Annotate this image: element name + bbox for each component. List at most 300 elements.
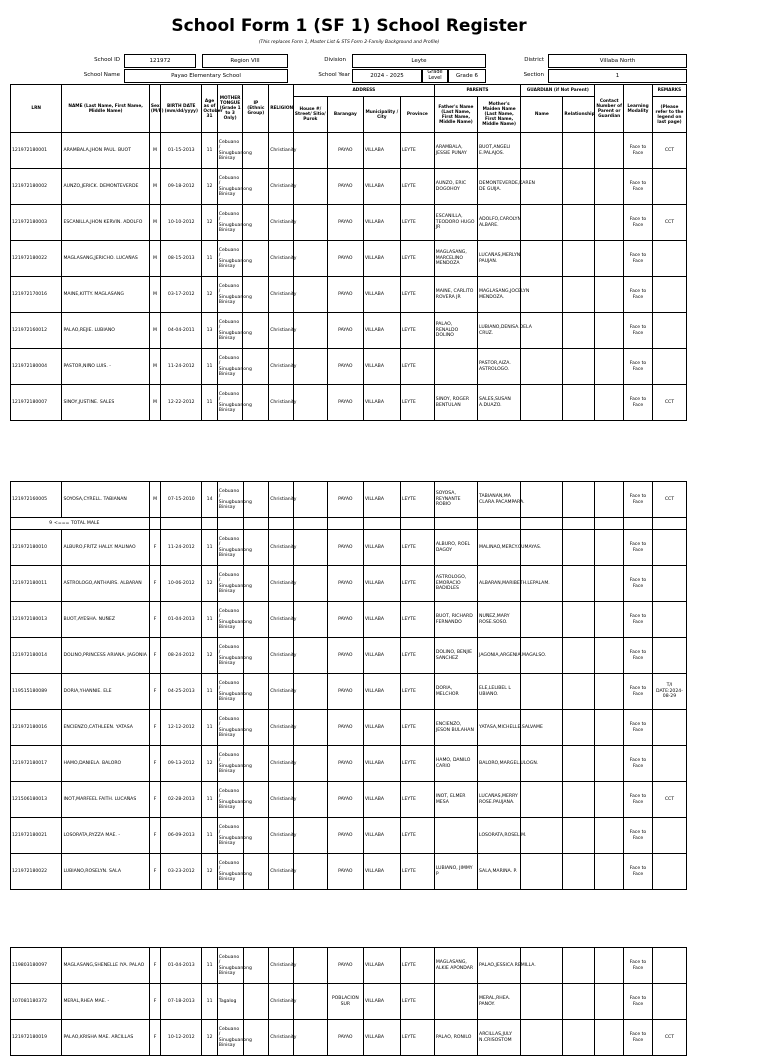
empty-cell bbox=[595, 746, 624, 782]
school-year-value: 2024 - 2025 bbox=[352, 69, 422, 83]
learning-modality-cell: Face to Face bbox=[624, 169, 653, 205]
birth-date-cell: 11-24-2012 bbox=[161, 349, 202, 385]
empty-cell bbox=[521, 385, 563, 421]
header-lrn: LRN bbox=[11, 85, 62, 133]
municipality-cell: VILLABA bbox=[363, 277, 400, 313]
sex-cell: F bbox=[149, 818, 160, 854]
empty-cell bbox=[269, 518, 294, 530]
remarks-cell: CCT bbox=[652, 482, 686, 518]
empty-cell bbox=[521, 482, 563, 518]
barangay-cell: PAYAO bbox=[327, 1020, 363, 1056]
learning-modality-cell: Face to Face bbox=[624, 313, 653, 349]
learner-name-cell: ENCIENZO,CATHLEEN. YATASA bbox=[62, 710, 149, 746]
province-cell: LEYTE bbox=[400, 169, 434, 205]
mother-name-cell: ELE,LELIBEL L UBIANO. bbox=[478, 674, 521, 710]
header-ip: IP (Ethnic Group) bbox=[243, 85, 269, 133]
sex-cell: M bbox=[149, 349, 160, 385]
lrn-cell: 121972180003 bbox=[11, 205, 62, 241]
total-male-cell bbox=[11, 518, 150, 530]
religion-cell: Christianity bbox=[269, 984, 294, 1020]
register-table-block-3 bbox=[10, 947, 687, 1056]
section-label: Section bbox=[523, 72, 544, 78]
lrn-cell: 121972180002 bbox=[11, 169, 62, 205]
birth-date-cell: 01-15-2013 bbox=[161, 133, 202, 169]
mother-name-cell: JAGONIA,ARGENIA.MAGALSO. bbox=[478, 638, 521, 674]
header-religion: RELIGION bbox=[269, 85, 294, 133]
lrn-cell: 121972180013 bbox=[11, 602, 62, 638]
sex-cell: M bbox=[149, 169, 160, 205]
page-subtitle: (This replaces Form 1, Master List & STS Form 2-Family Background and Profile) bbox=[258, 40, 440, 45]
learner-name-cell: SOYOSA,CYRELL. TABIANAN bbox=[62, 482, 149, 518]
empty-cell bbox=[293, 169, 327, 205]
mother-name-cell: BALORO,MARGEL.ULOGN. bbox=[478, 746, 521, 782]
father-name-cell: DORIA, MELCHOR bbox=[434, 674, 477, 710]
table-row bbox=[11, 710, 687, 746]
province-cell: LEYTE bbox=[400, 1020, 434, 1056]
header-house: House #/ Street/ Sitio/ Purok bbox=[293, 97, 327, 133]
sex-cell: F bbox=[149, 674, 160, 710]
province-cell: LEYTE bbox=[400, 241, 434, 277]
mother-tongue-cell: Cebuano / Sinugbuanong Binisay bbox=[217, 566, 243, 602]
empty-cell bbox=[521, 518, 563, 530]
father-name-cell: BUOT, RICHARD FERNANDO bbox=[434, 602, 477, 638]
province-cell: LEYTE bbox=[400, 854, 434, 890]
remarks-cell bbox=[652, 710, 686, 746]
register-table-block-2 bbox=[10, 481, 687, 890]
barangay-cell: PAYAO bbox=[327, 277, 363, 313]
district-label: District bbox=[524, 57, 544, 63]
mother-name-cell: ALBARAN,MARIBETH.LEPALAM. bbox=[478, 566, 521, 602]
empty-cell bbox=[149, 518, 160, 530]
learning-modality-cell: Face to Face bbox=[624, 385, 653, 421]
birth-date-cell: 01-04-2013 bbox=[161, 948, 202, 984]
province-cell: LEYTE bbox=[400, 782, 434, 818]
learning-modality-cell: Face to Face bbox=[624, 566, 653, 602]
empty-cell bbox=[521, 782, 563, 818]
empty-cell bbox=[595, 133, 624, 169]
father-name-cell bbox=[434, 818, 477, 854]
district-value: Villaba North bbox=[548, 54, 687, 68]
mother-tongue-cell: Cebuano / Sinugbuanong Binisay bbox=[217, 674, 243, 710]
empty-cell bbox=[293, 710, 327, 746]
empty-cell bbox=[595, 710, 624, 746]
religion-cell: Christianity bbox=[269, 566, 294, 602]
empty-cell bbox=[563, 854, 595, 890]
header-remarks: REMARKS bbox=[652, 85, 686, 97]
learning-modality-cell: Face to Face bbox=[624, 133, 653, 169]
learner-name-cell: MAGLASANG,JERICHO. LUCAÑAS bbox=[62, 241, 149, 277]
mother-tongue-cell: Cebuano / Sinugbuanong Binisay bbox=[217, 133, 243, 169]
barangay-cell: PAYAO bbox=[327, 854, 363, 890]
remarks-cell: CCT bbox=[652, 385, 686, 421]
religion-cell: Christianity bbox=[269, 638, 294, 674]
empty-cell bbox=[563, 638, 595, 674]
empty-cell bbox=[595, 530, 624, 566]
remarks-cell: CCT bbox=[652, 205, 686, 241]
municipality-cell: VILLABA bbox=[363, 205, 400, 241]
barangay-cell: PAYAO bbox=[327, 746, 363, 782]
sex-cell: M bbox=[149, 277, 160, 313]
empty-cell bbox=[563, 133, 595, 169]
remarks-cell bbox=[652, 984, 686, 1020]
table-row bbox=[11, 948, 687, 984]
empty-cell bbox=[563, 1020, 595, 1056]
father-name-cell: ARAMBALA, JESSIE PUNAY bbox=[434, 133, 477, 169]
empty-cell bbox=[521, 313, 563, 349]
empty-cell bbox=[563, 205, 595, 241]
empty-cell bbox=[595, 818, 624, 854]
municipality-cell: VILLABA bbox=[363, 818, 400, 854]
father-name-cell: INOT, ELMER MESA bbox=[434, 782, 477, 818]
age-cell: 12 bbox=[202, 854, 217, 890]
father-name-cell bbox=[434, 984, 477, 1020]
learning-modality-cell: Face to Face bbox=[624, 482, 653, 518]
religion-cell: Christianity bbox=[269, 854, 294, 890]
mother-name-cell: MAGLASANG,JOCELYN MENDOZA. bbox=[478, 277, 521, 313]
religion-cell: Christianity bbox=[269, 602, 294, 638]
mother-tongue-cell: Cebuano / Sinugbuanong Binisay bbox=[217, 313, 243, 349]
empty-cell bbox=[521, 277, 563, 313]
table-row bbox=[11, 313, 687, 349]
mother-name-cell: ARCILLAS,JULY N.CRISOSTOM bbox=[478, 1020, 521, 1056]
lrn-cell: 121972180019 bbox=[11, 1020, 62, 1056]
lrn-cell: 121972180011 bbox=[11, 566, 62, 602]
father-name-cell: LUBIANO, JIMMY P bbox=[434, 854, 477, 890]
header-birth-date: BIRTH DATE (mm/dd/yyyy) bbox=[161, 85, 202, 133]
barangay-cell: PAYAO bbox=[327, 205, 363, 241]
table-row bbox=[11, 782, 687, 818]
empty-cell bbox=[521, 241, 563, 277]
empty-cell bbox=[595, 1020, 624, 1056]
religion-cell: Christianity bbox=[269, 277, 294, 313]
mother-tongue-cell: Cebuano / Sinugbuanong Binisay bbox=[217, 710, 243, 746]
learner-name-cell: PALAO,KRISHA MAE. ARCILLAS bbox=[62, 1020, 149, 1056]
remarks-cell bbox=[652, 948, 686, 984]
mother-name-cell: MALINAO,MERCY.CUMAYAS. bbox=[478, 530, 521, 566]
municipality-cell: VILLABA bbox=[363, 241, 400, 277]
remarks-cell bbox=[652, 746, 686, 782]
empty-cell bbox=[595, 482, 624, 518]
birth-date-cell: 11-24-2012 bbox=[161, 530, 202, 566]
learning-modality-cell: Face to Face bbox=[624, 818, 653, 854]
learning-modality-cell: Face to Face bbox=[624, 205, 653, 241]
empty-cell bbox=[652, 518, 686, 530]
header-guardian: GUARDIAN (if Not Parent) bbox=[521, 85, 595, 97]
empty-cell bbox=[293, 984, 327, 1020]
father-name-cell: ALBURO, ROEL DAGOY bbox=[434, 530, 477, 566]
birth-date-cell: 01-04-2013 bbox=[161, 602, 202, 638]
table-row bbox=[11, 205, 687, 241]
mother-name-cell: LUCAÑAS,MERRY ROSE.PAUJANA. bbox=[478, 782, 521, 818]
learning-modality-cell: Face to Face bbox=[624, 948, 653, 984]
empty-cell bbox=[521, 818, 563, 854]
father-name-cell: AUNZO, ERIC DOGOHOY bbox=[434, 169, 477, 205]
empty-cell bbox=[293, 566, 327, 602]
birth-date-cell: 04-25-2013 bbox=[161, 674, 202, 710]
sex-cell: F bbox=[149, 566, 160, 602]
province-cell: LEYTE bbox=[400, 482, 434, 518]
birth-date-cell: 09-13-2012 bbox=[161, 746, 202, 782]
birth-date-cell: 04-04-2011 bbox=[161, 313, 202, 349]
birth-date-cell: 10-06-2012 bbox=[161, 566, 202, 602]
empty-cell bbox=[563, 566, 595, 602]
empty-cell bbox=[293, 277, 327, 313]
empty-cell bbox=[595, 385, 624, 421]
mother-tongue-cell: Cebuano / Sinugbuanong Binisay bbox=[217, 530, 243, 566]
municipality-cell: VILLABA bbox=[363, 638, 400, 674]
remarks-cell: CCT bbox=[652, 133, 686, 169]
mother-name-cell: NUÑEZ,MARY ROSE.SOSO. bbox=[478, 602, 521, 638]
religion-cell: Christianity bbox=[269, 818, 294, 854]
father-name-cell: PALAO, RONILO bbox=[434, 1020, 477, 1056]
municipality-cell: VILLABA bbox=[363, 482, 400, 518]
barangay-cell: PAYAO bbox=[327, 948, 363, 984]
birth-date-cell: 03-23-2012 bbox=[161, 854, 202, 890]
municipality-cell: VILLABA bbox=[363, 984, 400, 1020]
religion-cell: Christianity bbox=[269, 710, 294, 746]
empty-cell bbox=[293, 638, 327, 674]
province-cell: LEYTE bbox=[400, 602, 434, 638]
lrn-cell: 121972180016 bbox=[11, 710, 62, 746]
header-modality: Learning Modality bbox=[624, 85, 653, 133]
division-label: Division bbox=[324, 57, 346, 63]
age-cell: 12 bbox=[202, 1020, 217, 1056]
empty-cell bbox=[293, 385, 327, 421]
remarks-cell bbox=[652, 349, 686, 385]
province-cell: LEYTE bbox=[400, 205, 434, 241]
lrn-cell: 121972180022 bbox=[11, 854, 62, 890]
learner-name-cell: BUOT,AYESHA. NUÑEZ bbox=[62, 602, 149, 638]
remarks-cell bbox=[652, 854, 686, 890]
province-cell: LEYTE bbox=[400, 948, 434, 984]
header-municipality: Municipality / City bbox=[363, 97, 400, 133]
religion-cell: Christianity bbox=[269, 313, 294, 349]
table-row bbox=[11, 385, 687, 421]
region-value: Region VIII bbox=[202, 54, 288, 68]
province-cell: LEYTE bbox=[400, 133, 434, 169]
empty-cell bbox=[363, 518, 400, 530]
age-cell: 11 bbox=[202, 530, 217, 566]
empty-cell bbox=[595, 313, 624, 349]
age-cell: 11 bbox=[202, 948, 217, 984]
empty-cell bbox=[293, 241, 327, 277]
header-contact: Contact Number of Parent or Guardian bbox=[595, 85, 624, 133]
header-parents: PARENTS bbox=[434, 85, 520, 97]
empty-cell bbox=[624, 518, 653, 530]
father-name-cell: ASTROLOGO, EMORACIO BADIDLES bbox=[434, 566, 477, 602]
mother-tongue-cell: Cebuano / Sinugbuanong Binisay bbox=[217, 948, 243, 984]
empty-cell bbox=[293, 349, 327, 385]
lrn-cell: 121972180010 bbox=[11, 530, 62, 566]
empty-cell bbox=[243, 984, 269, 1020]
empty-cell bbox=[521, 349, 563, 385]
birth-date-cell: 12-22-2012 bbox=[161, 385, 202, 421]
learning-modality-cell: Face to Face bbox=[624, 530, 653, 566]
page-title: School Form 1 (SF 1) School Register bbox=[171, 16, 527, 36]
birth-date-cell: 06-09-2013 bbox=[161, 818, 202, 854]
father-name-cell: MAINE, CARLITO ROVERA JR bbox=[434, 277, 477, 313]
register-table-block-1 bbox=[10, 84, 687, 421]
barangay-cell: PAYAO bbox=[327, 241, 363, 277]
empty-cell bbox=[521, 133, 563, 169]
sex-cell: F bbox=[149, 602, 160, 638]
empty-cell bbox=[400, 518, 434, 530]
remarks-cell bbox=[652, 638, 686, 674]
empty-cell bbox=[293, 313, 327, 349]
mother-name-cell: ADOLFO,CAROLYN ALBARE. bbox=[478, 205, 521, 241]
empty-cell bbox=[161, 518, 202, 530]
table-row bbox=[11, 638, 687, 674]
birth-date-cell: 02-28-2013 bbox=[161, 782, 202, 818]
empty-cell bbox=[521, 984, 563, 1020]
empty-cell bbox=[293, 133, 327, 169]
barangay-cell: PAYAO bbox=[327, 385, 363, 421]
barangay-cell: PAYAO bbox=[327, 133, 363, 169]
empty-cell bbox=[293, 674, 327, 710]
barangay-cell: POBLACION SUR bbox=[327, 984, 363, 1020]
learner-name-cell: PASTOR,NIÑO LUIS. - bbox=[62, 349, 149, 385]
learning-modality-cell: Face to Face bbox=[624, 746, 653, 782]
header-guardian-relationship: Relationship bbox=[563, 97, 595, 133]
province-cell: LEYTE bbox=[400, 638, 434, 674]
mother-tongue-cell: Cebuano / Sinugbuanong Binisay bbox=[217, 241, 243, 277]
table-row bbox=[11, 1020, 687, 1056]
empty-cell bbox=[595, 638, 624, 674]
header-remarks-legend: (Please refer to the legend on last page) bbox=[652, 97, 686, 133]
province-cell: LEYTE bbox=[400, 674, 434, 710]
lrn-cell: 121972180022 bbox=[11, 241, 62, 277]
learner-name-cell: MERAL,RHEA MAE. - bbox=[62, 984, 149, 1020]
empty-cell bbox=[293, 854, 327, 890]
municipality-cell: VILLABA bbox=[363, 602, 400, 638]
empty-cell bbox=[293, 205, 327, 241]
religion-cell: Christianity bbox=[269, 674, 294, 710]
lrn-cell: 121972180004 bbox=[11, 349, 62, 385]
table-row bbox=[11, 984, 687, 1020]
mother-tongue-cell: Cebuano / Sinugbuanong Binisay bbox=[217, 169, 243, 205]
province-cell: LEYTE bbox=[400, 710, 434, 746]
province-cell: LEYTE bbox=[400, 385, 434, 421]
table-row bbox=[11, 349, 687, 385]
sex-cell: F bbox=[149, 1020, 160, 1056]
mother-name-cell: DEMONTEVERDE,KAREN DE GUIJA. bbox=[478, 169, 521, 205]
learning-modality-cell: Face to Face bbox=[624, 674, 653, 710]
barangay-cell: PAYAO bbox=[327, 313, 363, 349]
learner-name-cell: HAMO,DANIELA. BALORO bbox=[62, 746, 149, 782]
sex-cell: M bbox=[149, 205, 160, 241]
learning-modality-cell: Face to Face bbox=[624, 241, 653, 277]
sex-cell: F bbox=[149, 710, 160, 746]
lrn-cell: 121972170016 bbox=[11, 277, 62, 313]
mother-tongue-cell: Cebuano / Sinugbuanong Binisay bbox=[217, 782, 243, 818]
age-cell: 11 bbox=[202, 133, 217, 169]
province-cell: LEYTE bbox=[400, 984, 434, 1020]
grade-level-label: Grade Level bbox=[422, 69, 448, 83]
empty-cell bbox=[202, 518, 217, 530]
table-row bbox=[11, 854, 687, 890]
empty-cell bbox=[595, 205, 624, 241]
school-name-label: School Name bbox=[83, 72, 120, 78]
province-cell: LEYTE bbox=[400, 313, 434, 349]
municipality-cell: VILLABA bbox=[363, 782, 400, 818]
age-cell: 11 bbox=[202, 385, 217, 421]
age-cell: 11 bbox=[202, 349, 217, 385]
barangay-cell: PAYAO bbox=[327, 482, 363, 518]
header-mother: Mother's Maiden Name (Last Name, First Name, Middle Name) bbox=[478, 97, 521, 133]
age-cell: 11 bbox=[202, 710, 217, 746]
empty-cell bbox=[521, 205, 563, 241]
age-cell: 14 bbox=[202, 482, 217, 518]
header-sex: Sex (M/F) bbox=[149, 85, 160, 133]
mother-tongue-cell: Cebuano / Sinugbuanong Binisay bbox=[217, 818, 243, 854]
father-name-cell: SINOY, ROGER BENTULAN bbox=[434, 385, 477, 421]
empty-cell bbox=[563, 169, 595, 205]
father-name-cell bbox=[434, 349, 477, 385]
municipality-cell: VILLABA bbox=[363, 169, 400, 205]
religion-cell: Christianity bbox=[269, 482, 294, 518]
birth-date-cell: 12-12-2012 bbox=[161, 710, 202, 746]
municipality-cell: VILLABA bbox=[363, 385, 400, 421]
mother-tongue-cell: Cebuano / Sinugbuanong Binisay bbox=[217, 602, 243, 638]
empty-cell bbox=[293, 518, 327, 530]
sex-cell: F bbox=[149, 984, 160, 1020]
province-cell: LEYTE bbox=[400, 566, 434, 602]
mother-tongue-cell: Cebuano / Sinugbuanong Binisay bbox=[217, 385, 243, 421]
sex-cell: F bbox=[149, 746, 160, 782]
municipality-cell: VILLABA bbox=[363, 530, 400, 566]
mother-tongue-cell: Cebuano / Sinugbuanong Binisay bbox=[217, 277, 243, 313]
father-name-cell: MAGLASANG, MARCELINO MENDOZA bbox=[434, 241, 477, 277]
total-male-count: 9 bbox=[49, 520, 52, 526]
learning-modality-cell: Face to Face bbox=[624, 638, 653, 674]
remarks-cell bbox=[652, 277, 686, 313]
empty-cell bbox=[521, 674, 563, 710]
mother-tongue-cell: Cebuano / Sinugbuanong Binisay bbox=[217, 1020, 243, 1056]
municipality-cell: VILLABA bbox=[363, 349, 400, 385]
empty-cell bbox=[563, 948, 595, 984]
empty-cell bbox=[293, 948, 327, 984]
empty-cell bbox=[563, 984, 595, 1020]
age-cell: 12 bbox=[202, 638, 217, 674]
total-male-row bbox=[11, 518, 687, 530]
municipality-cell: VILLABA bbox=[363, 566, 400, 602]
sex-cell: M bbox=[149, 482, 160, 518]
religion-cell: Christianity bbox=[269, 530, 294, 566]
table-row bbox=[11, 566, 687, 602]
mother-name-cell: SALA,MARINA. P. bbox=[478, 854, 521, 890]
age-cell: 12 bbox=[202, 277, 217, 313]
birth-date-cell: 07-15-2010 bbox=[161, 482, 202, 518]
lrn-cell: 121972160005 bbox=[11, 482, 62, 518]
empty-cell bbox=[293, 530, 327, 566]
mother-name-cell: PASTOR,AIZA. ASTROLOGO. bbox=[478, 349, 521, 385]
empty-cell bbox=[521, 1020, 563, 1056]
age-cell: 11 bbox=[202, 674, 217, 710]
remarks-cell bbox=[652, 313, 686, 349]
empty-cell bbox=[563, 674, 595, 710]
lrn-cell: 121972180014 bbox=[11, 638, 62, 674]
school-id-label: School ID bbox=[94, 57, 120, 63]
learner-name-cell: MAINE,KITTY. MAGLASANG bbox=[62, 277, 149, 313]
age-cell: 11 bbox=[202, 782, 217, 818]
age-cell: 11 bbox=[202, 818, 217, 854]
empty-cell bbox=[595, 349, 624, 385]
header-guardian-name: Name bbox=[521, 97, 563, 133]
mother-tongue-cell: Cebuano / Sinugbuanong Binisay bbox=[217, 205, 243, 241]
father-name-cell: ENCIENZO, JESON BULAHAN bbox=[434, 710, 477, 746]
remarks-cell: CCT bbox=[652, 1020, 686, 1056]
lrn-cell: 121972180017 bbox=[11, 746, 62, 782]
